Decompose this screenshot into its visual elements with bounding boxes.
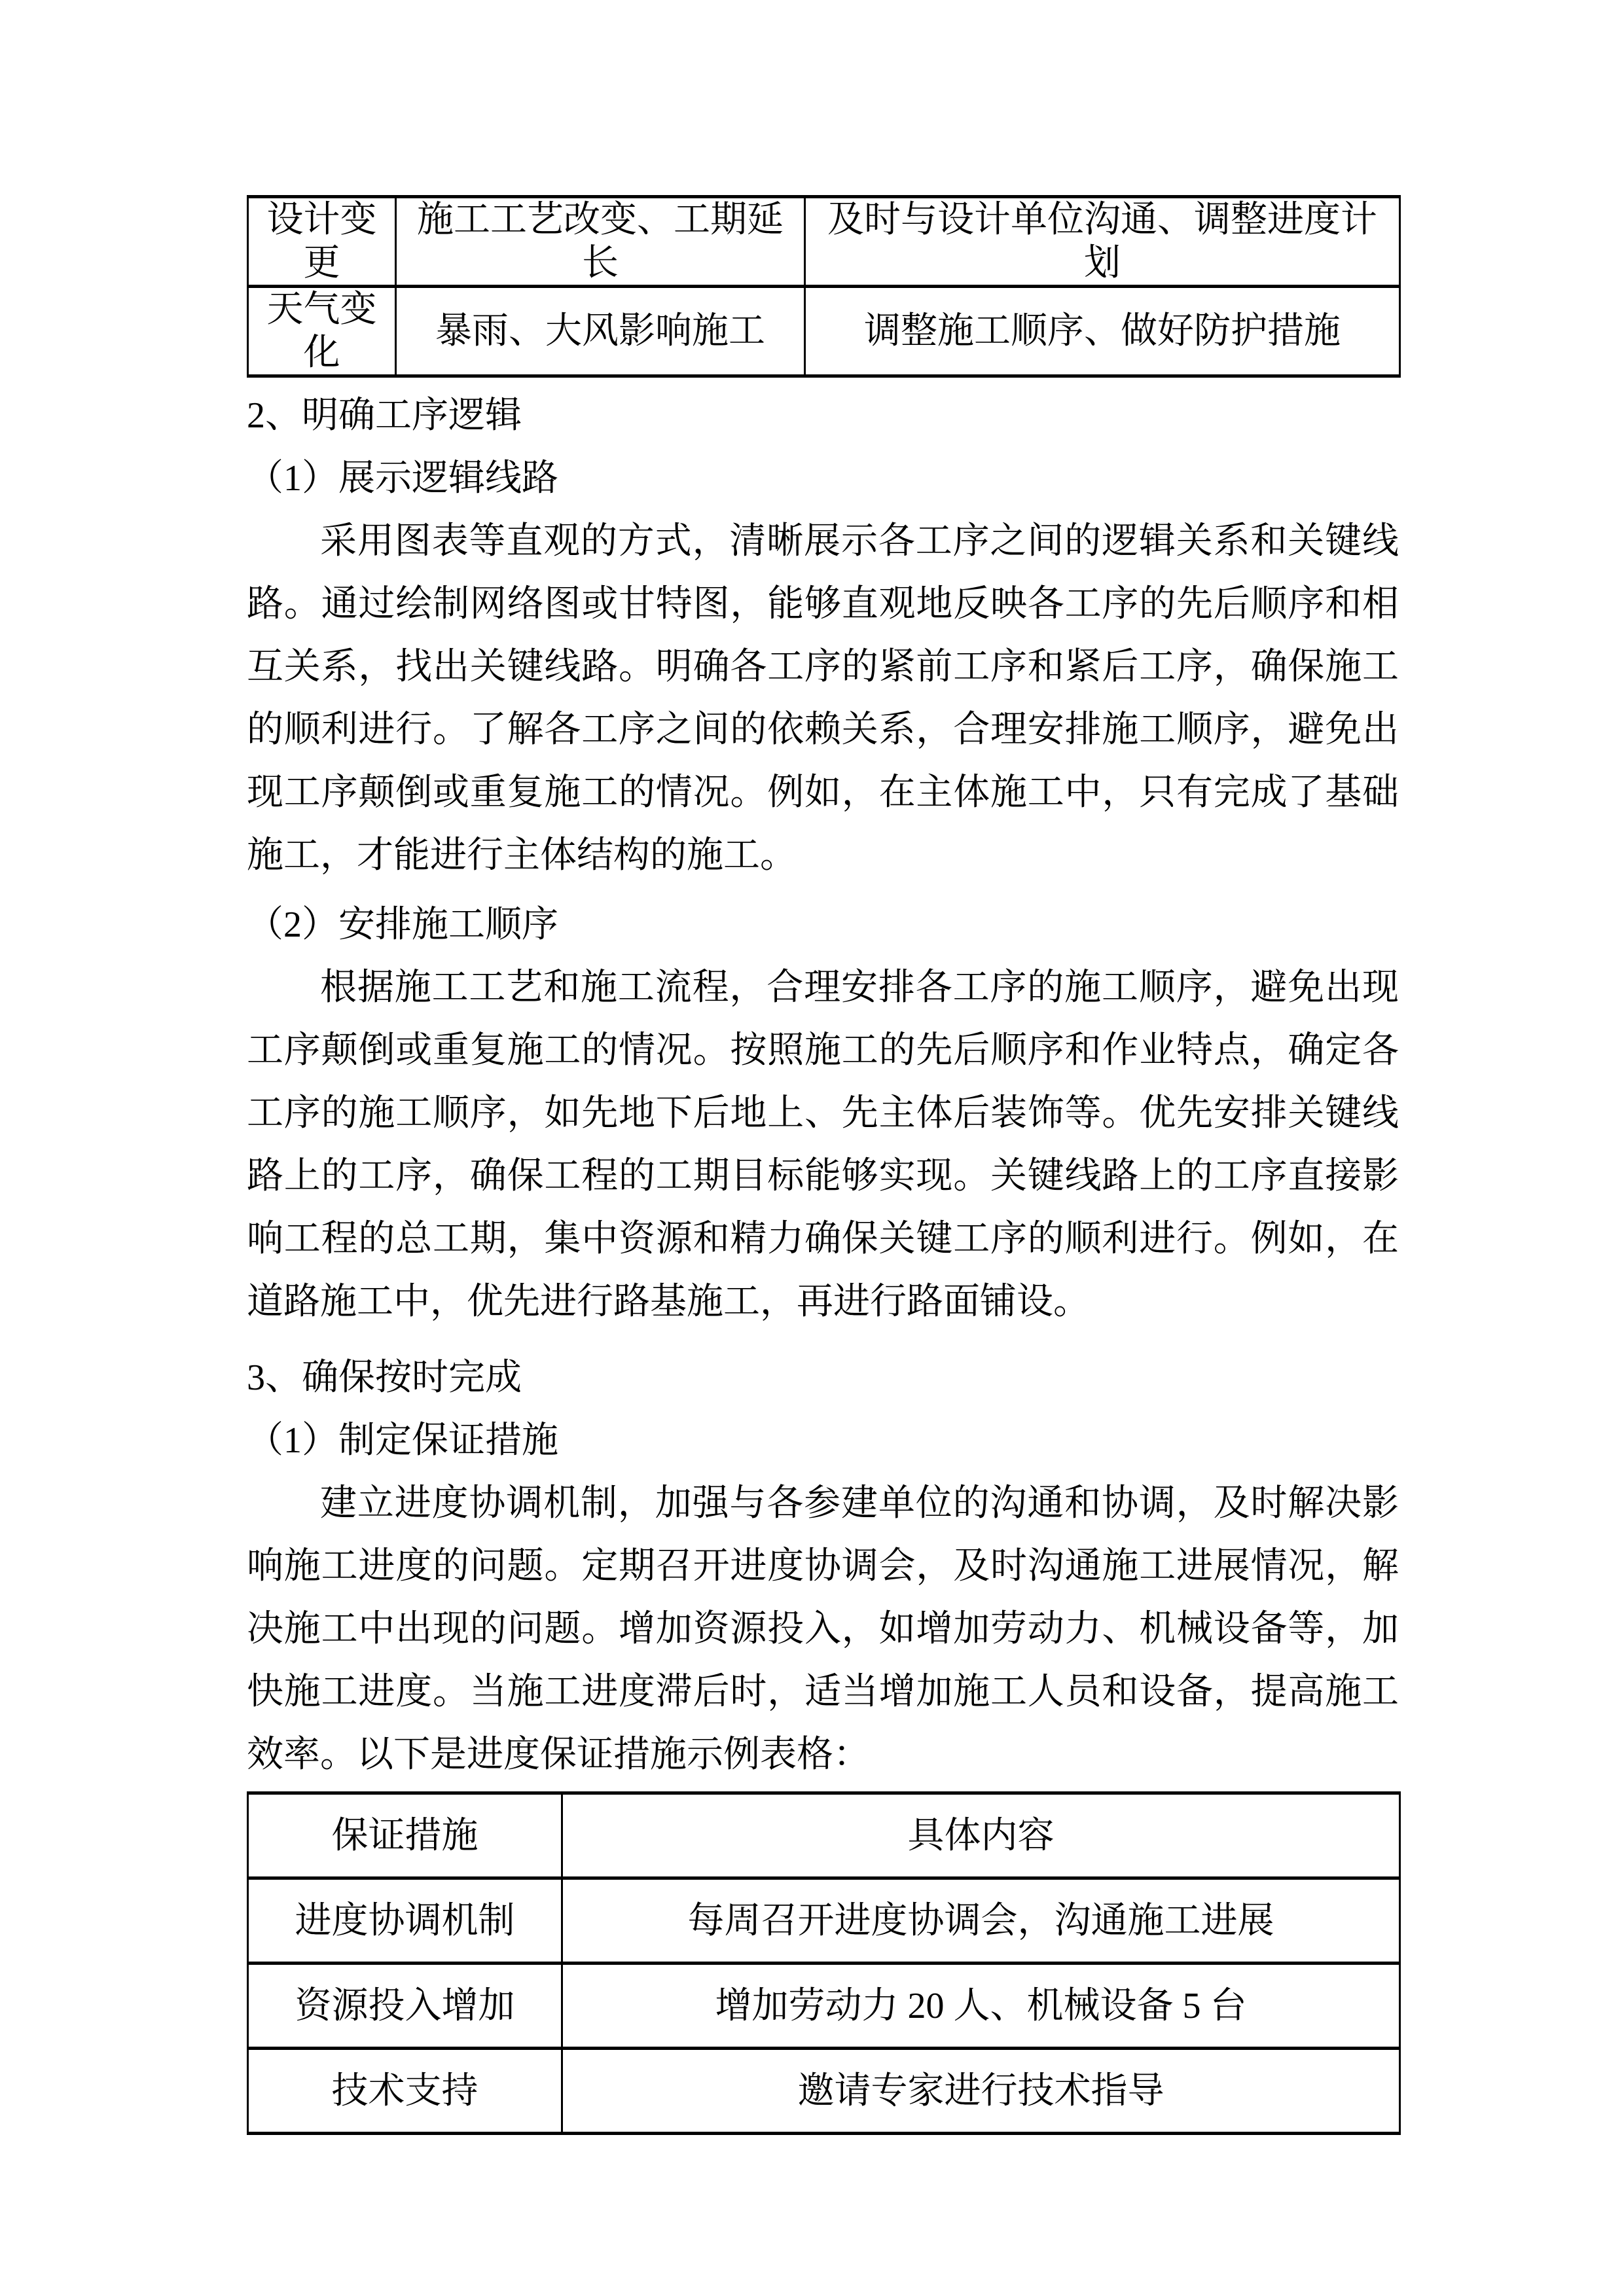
section-3-heading: 3、确保按时完成 [247,1357,522,1398]
measures-table [247,1791,1401,2135]
risk-table [247,195,1401,378]
measures-header-row [248,1793,1400,1878]
risk-impact-cell: 施工工艺改变、工期延长 [396,197,805,287]
risk-table-row [248,287,1400,376]
measures-table-row [248,1878,1400,1964]
risk-factor-cell: 设计变更 [248,197,396,287]
measure-name-cell: 技术支持 [248,2049,562,2134]
section-2-1-heading: （1）展示逻辑线路 [247,458,558,499]
section-3-1-paragraph: 建立进度协调机制，加强与各参建单位的沟通和协调，及时解决影响施工进度的问题。定期召开进度协调会，及时沟通施工进展情况，解决施工中出现的问题。增加资源投入，如增加劳动力、机械设备等，加快施工进度。当施工进度滞后时，适当增加施工人员和设备，提高施工效率。以下是进度保证措施示例表格： [247,1483,1399,1775]
section-2-2-heading: （2）安排施工顺序 [247,905,558,945]
measure-name-cell: 进度协调机制 [248,1878,562,1964]
measures-table-row [248,1964,1400,2049]
measure-name-cell: 资源投入增加 [248,1964,562,2049]
measures-table-row [248,2049,1400,2134]
risk-table-row [248,197,1400,287]
measures-header-content: 具体内容 [562,1793,1400,1878]
measure-content-cell: 每周召开进度协调会，沟通施工进展 [562,1878,1400,1964]
section-2-1-paragraph: 采用图表等直观的方式，清晰展示各工序之间的逻辑关系和关键线路。通过绘制网络图或甘特图，能够直观地反映各工序的先后顺序和相互关系，找出关键线路。明确各工序的紧前工序和紧后工序，确保施工的顺利进行。了解各工序之间的依赖关系，合理安排施工顺序，避免出现工序颠倒或重复施工的情况。例如，在主体施工中，只有完成了基础施工，才能进行主体结构的施工。 [247,521,1399,876]
risk-factor-cell: 天气变化 [248,287,396,376]
measures-header-measure: 保证措施 [248,1793,562,1878]
measure-content-cell: 邀请专家进行技术指导 [562,2049,1400,2134]
section-3-1-heading: （1）制定保证措施 [247,1420,558,1461]
risk-impact-cell: 暴雨、大风影响施工 [396,287,805,376]
measure-content-cell: 增加劳动力 20 人、机械设备 5 台 [562,1964,1400,2049]
risk-measure-cell: 调整施工顺序、做好防护措施 [805,287,1400,376]
risk-measure-cell: 及时与设计单位沟通、调整进度计划 [805,197,1400,287]
section-2-2-paragraph: 根据施工工艺和施工流程，合理安排各工序的施工顺序，避免出现工序颠倒或重复施工的情况。按照施工的先后顺序和作业特点，确定各工序的施工顺序，如先地下后地上、先主体后装饰等。优先安排关键线路上的工序，确保工程的工期目标能够实现。关键线路上的工序直接影响工程的总工期，集中资源和精力确保关键工序的顺利进行。例如，在道路施工中，优先进行路基施工，再进行路面铺设。 [247,967,1399,1322]
section-2-heading: 2、明确工序逻辑 [247,395,522,436]
